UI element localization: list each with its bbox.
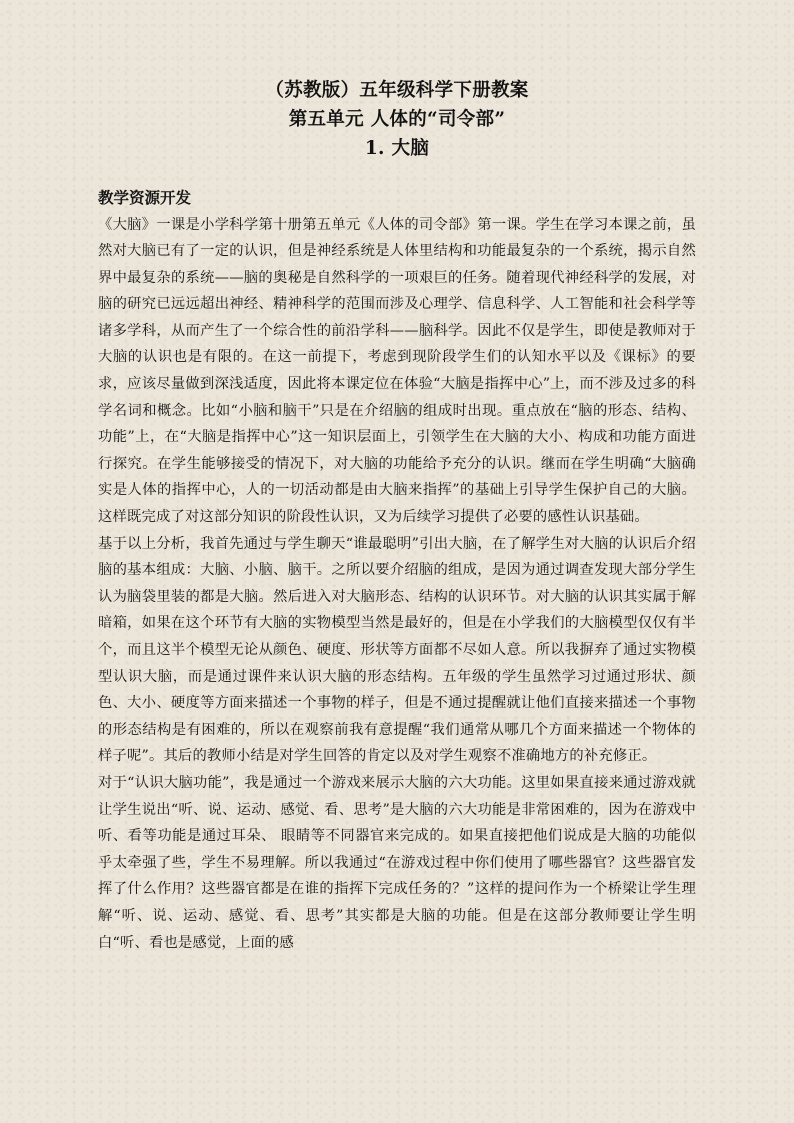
paragraph-3: 对于“认识大脑功能”，我是通过一个游戏来展示大脑的六大功能。这里如果直接来通过游戏就让学生说出“听、说、运动、感觉、看、思考”是大脑的六大功能是非常困难的，因为在游戏中听、看等功能是通过耳朵、 眼睛等不同器官来完成的。如果直接把他们说成是大脑的功能似乎太牵强了些，学生不易理解。所以我通过“在游戏过程中你们使用了哪些器官？这些器官发挥了什么作用？这些器官都是在谁的指挥下完成任务的？”这样的提问作为一个桥梁让学生理解“听、说、运动、感觉、看、思考”其实都是大脑的功能。但是在这部分教师要让学生明白“听、看也是感觉，上面的感	[98, 774, 696, 951]
lesson-title: 1. 大脑	[364, 138, 430, 159]
paragraph-1: 《大脑》一课是小学科学第十册第五单元《人体的司令部》第一课。学生在学习本课之前，虽然对大脑已有了一定的认识，但是神经系统是人体里结构和功能最复杂的一个系统，揭示自然界中最复杂的系统——脑的奥秘是自然科学的一项艰巨的任务。随着现代神经科学的发展，对脑的研究已远远超出神经、精神科学的范围而涉及心理学、信息科学、人工智能和社会科学等诸多学科，从而产生了一个综合性的前沿学科——脑科学。因此不仅是学生，即使是教师对于大脑的认识也是有限的。在这一前提下，考虑到现阶段学生们的认知水平以及《课标》的要求，应该尽量做到深浅适度，因此将本课定位在体验“大脑是指挥中心”上，而不涉及过多的科学名词和概念。比如“小脑和脑干”只是在介绍脑的组成时出现。重点放在“脑的形态、结构、功能”上，在“大脑是指挥中心”这一知识层面上，引领学生在大脑的大小、构成和功能方面进行探究。在学生能够接受的情况下，对大脑的功能给予充分的认识。继而在学生明确“大脑确实是人体的指挥中心，人的一切活动都是由大脑来指挥”的基础上引导学生保护自己的大脑。这样既完成了对这部分知识的阶段性认识，又为后续学习提供了必要的感性认识基础。	[98, 216, 696, 526]
document-page	[98, 76, 696, 956]
document-title: （苏教版）五年级科学下册教案	[265, 80, 529, 101]
section-heading: 教学资源开发	[98, 188, 192, 207]
title-block	[98, 76, 696, 163]
unit-title: 第五单元 人体的“司令部”	[288, 109, 506, 130]
paragraph-2: 基于以上分析，我首先通过与学生聊天“谁最聪明”引出大脑，在了解学生对大脑的认识后介绍脑的基本组成：大脑、小脑、脑干。之所以要介绍脑的组成，是因为通过调查发现大部分学生认为脑袋里装的都是大脑。然后进入对大脑形态、结构的认识环节。对大脑的认识其实属于解暗箱，如果在这个环节有大脑的实物模型当然是最好的，但是在小学我们的大脑模型仅仅有半个，而且这半个模型无论从颜色、硬度、形状等方面都不尽如人意。所以我摒弃了通过实物模型认识大脑，而是通过课件来认识大脑的形态结构。五年级的学生虽然学习过通过形状、颜色、大小、硬度等方面来描述一个事物的样子，但是不通过提醒就让他们直接来描述一个事物的形态结构是有困难的，所以在观察前我有意提醒“我们通常从哪几个方面来描述一个物体的样子呢”。其后的教师小结是对学生回答的肯定以及对学生观察不准确地方的补充修正。	[98, 535, 696, 765]
